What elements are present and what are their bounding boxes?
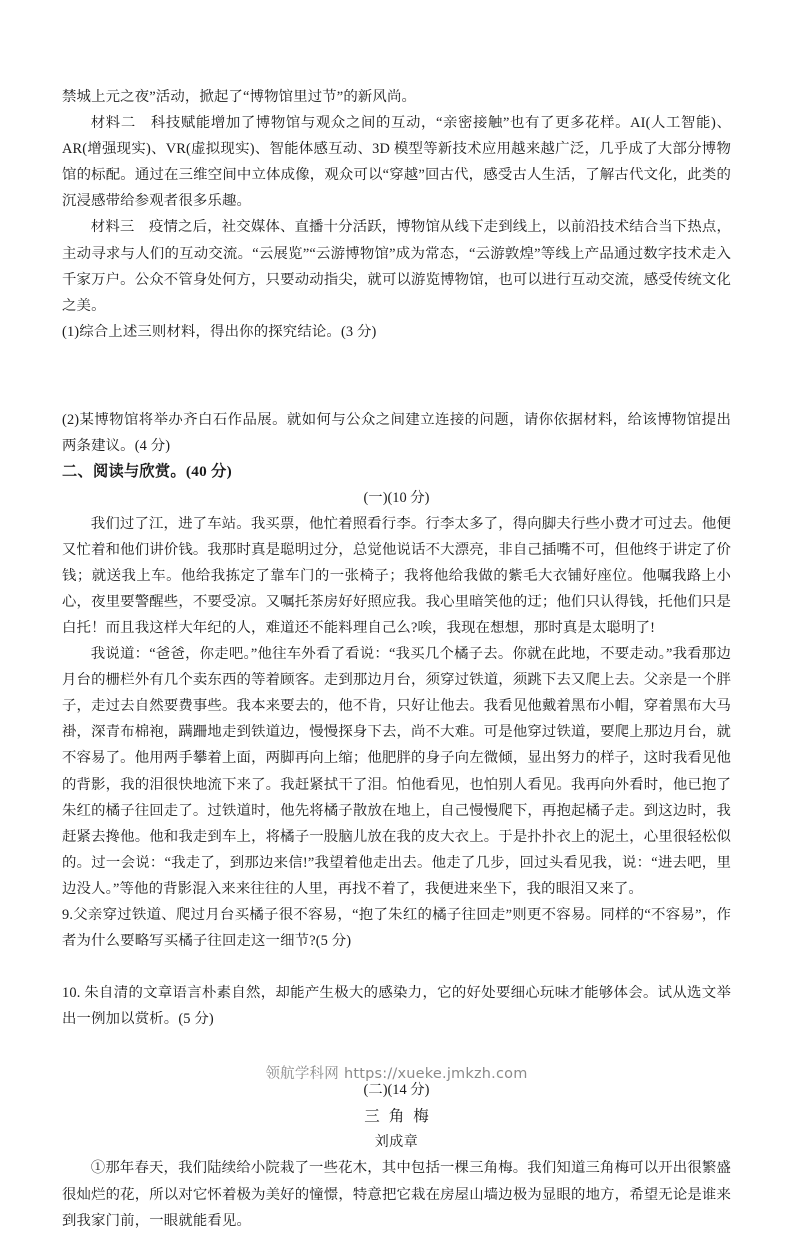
question-9: 9.父亲穿过铁道、爬过月台买橘子很不容易，“抱了朱红的橘子往回走”则更不容易。同样的“不容易”，作者为什么要略写买橘子往回走这一细节?(5 分) <box>62 907 731 950</box>
passage-a-paragraph-2: 我说道：“爸爸，你走吧。”他往车外看了看说：“我买几个橘子去。你就在此地，不要走动。”我看那边月台的栅栏外有几个卖东西的等着顾客。走到那边月台，须穿过铁道，须跳下去又爬上去。父亲是一个胖子，走过去自然要费事些。我本来要去的，他不肯，只好让他去。我看见他戴着黑布小帽，穿着黑布大马褂，深青布棉袍，蹒跚地走到铁道边，慢慢探身下去，尚不大难。可是他穿过铁道，要爬上那边月台，就不容易了。他用两手攀着上面，两脚再向上缩；他肥胖的身子向左微倾，显出努力的样子，这时我看见他的背影，我的泪很快地流下来了。我赶紧拭干了泪。怕他看见，也怕别人看见。我再向外看时，他已抱了朱红的橘子往回走了。过铁道时，他先将橘子散放在地上，自己慢慢爬下，再抱起橘子走。到这边时，我赶紧去搀他。他和我走到车上，将橘子一股脑儿放在我的皮大衣上。于是扑扑衣上的泥土，心里很轻松似的。过一会说：“我走了，到那边来信!”我望着他走出去。他走了几步，回过头看见我，说：“进去吧，里边没人。”等他的背影混入来来往往的人里，再找不着了，我便进来坐下，我的眼泪又来了。 <box>62 646 731 897</box>
site-watermark <box>0 1062 793 1083</box>
piece-author: 刘成章 <box>374 1135 419 1151</box>
piece-title: 三角梅 <box>364 1108 438 1126</box>
section-two-heading: 二、阅读与欣赏。(40 分) <box>62 463 232 481</box>
question-10: 10. 朱自清的文章语言朴素自然，却能产生极大的感染力，它的好处要细心玩味才能够体会。试从选文举出一例加以赏析。(5 分) <box>62 985 731 1028</box>
subsection-one-label: (一)(10 分) <box>363 489 430 506</box>
question-1: (1)综合上述三则材料，得出你的探究结论。(3 分) <box>62 323 377 340</box>
material-one-tail-paragraph: 禁城上元之夜”活动，掀起了“博物馆里过节”的新风尚。 <box>62 89 417 105</box>
question-2: (2)某博物馆将举办齐白石作品展。就如何与公众之间建立连接的问题，请你依据材料，给该博物馆提出两条建议。(4 分) <box>62 411 731 455</box>
material-three-paragraph: 材料三 疫情之后，社交媒体、直播十分活跃，博物馆从线下走到线上，以前沿技术结合当下热点，主动寻求与人们的互动交流。“云展览”“云游博物馆”成为常态，“云游敦煌”等线上产品通过数字技术走入千家万户。公众不管身处何方，只要动动指尖，就可以游览博物馆，也可以进行互动交流，感受传统文化之美。 <box>62 219 731 314</box>
passage-a-paragraph-1: 我们过了江，进了车站。我买票，他忙着照看行李。行李太多了，得向脚夫行些小费才可过去。他便又忙着和他们讲价钱。我那时真是聪明过分，总觉他说话不大漂亮，非自己插嘴不可，但他终于讲定了价钱；就送我上车。他给我拣定了靠车门的一张椅子；我将他给我做的紫毛大衣铺好座位。他嘱我路上小心，夜里要警醒些，不要受凉。又嘱托茶房好好照应我。我心里暗笑他的迂；他们只认得钱，托他们只是白托！而且我这样大年纪的人，难道还不能料理自己么?唉，我现在想想，那时真是太聪明了! <box>62 515 731 636</box>
passage-b-paragraph-1: ①那年春天，我们陆续给小院栽了一些花木，其中包括一棵三角梅。我们知道三角梅可以开出很繁盛很灿烂的花，所以对它怀着极为美好的憧憬，特意把它栽在房屋山墙边极为显眼的地方，希望无论是谁来到我家门前，一眼就能看见。 <box>62 1160 731 1229</box>
watermark-brand: 领航学科网 <box>265 1066 339 1082</box>
answer-space-q1 <box>62 345 731 407</box>
answer-space-q9 <box>62 954 731 980</box>
subsection-two-label: (二)(14 分) <box>363 1082 430 1099</box>
material-two-paragraph: 材料二 科技赋能增加了博物馆与观众之间的互动，“亲密接触”也有了更多花样。AI(人工智能)、AR(增强现实)、VR(虚拟现实)、智能体感互动、3D 模型等新技术应用越来越广泛，几乎成了大部分博物馆的标配。通过在三维空间中立体成像，观众可以“穿越”回古代，感受古人生活，了解古代文化，此类的沉浸感带给参观者很多乐趣。 <box>62 115 731 210</box>
watermark-url: https://xueke.jmkzh.com <box>343 1066 528 1082</box>
